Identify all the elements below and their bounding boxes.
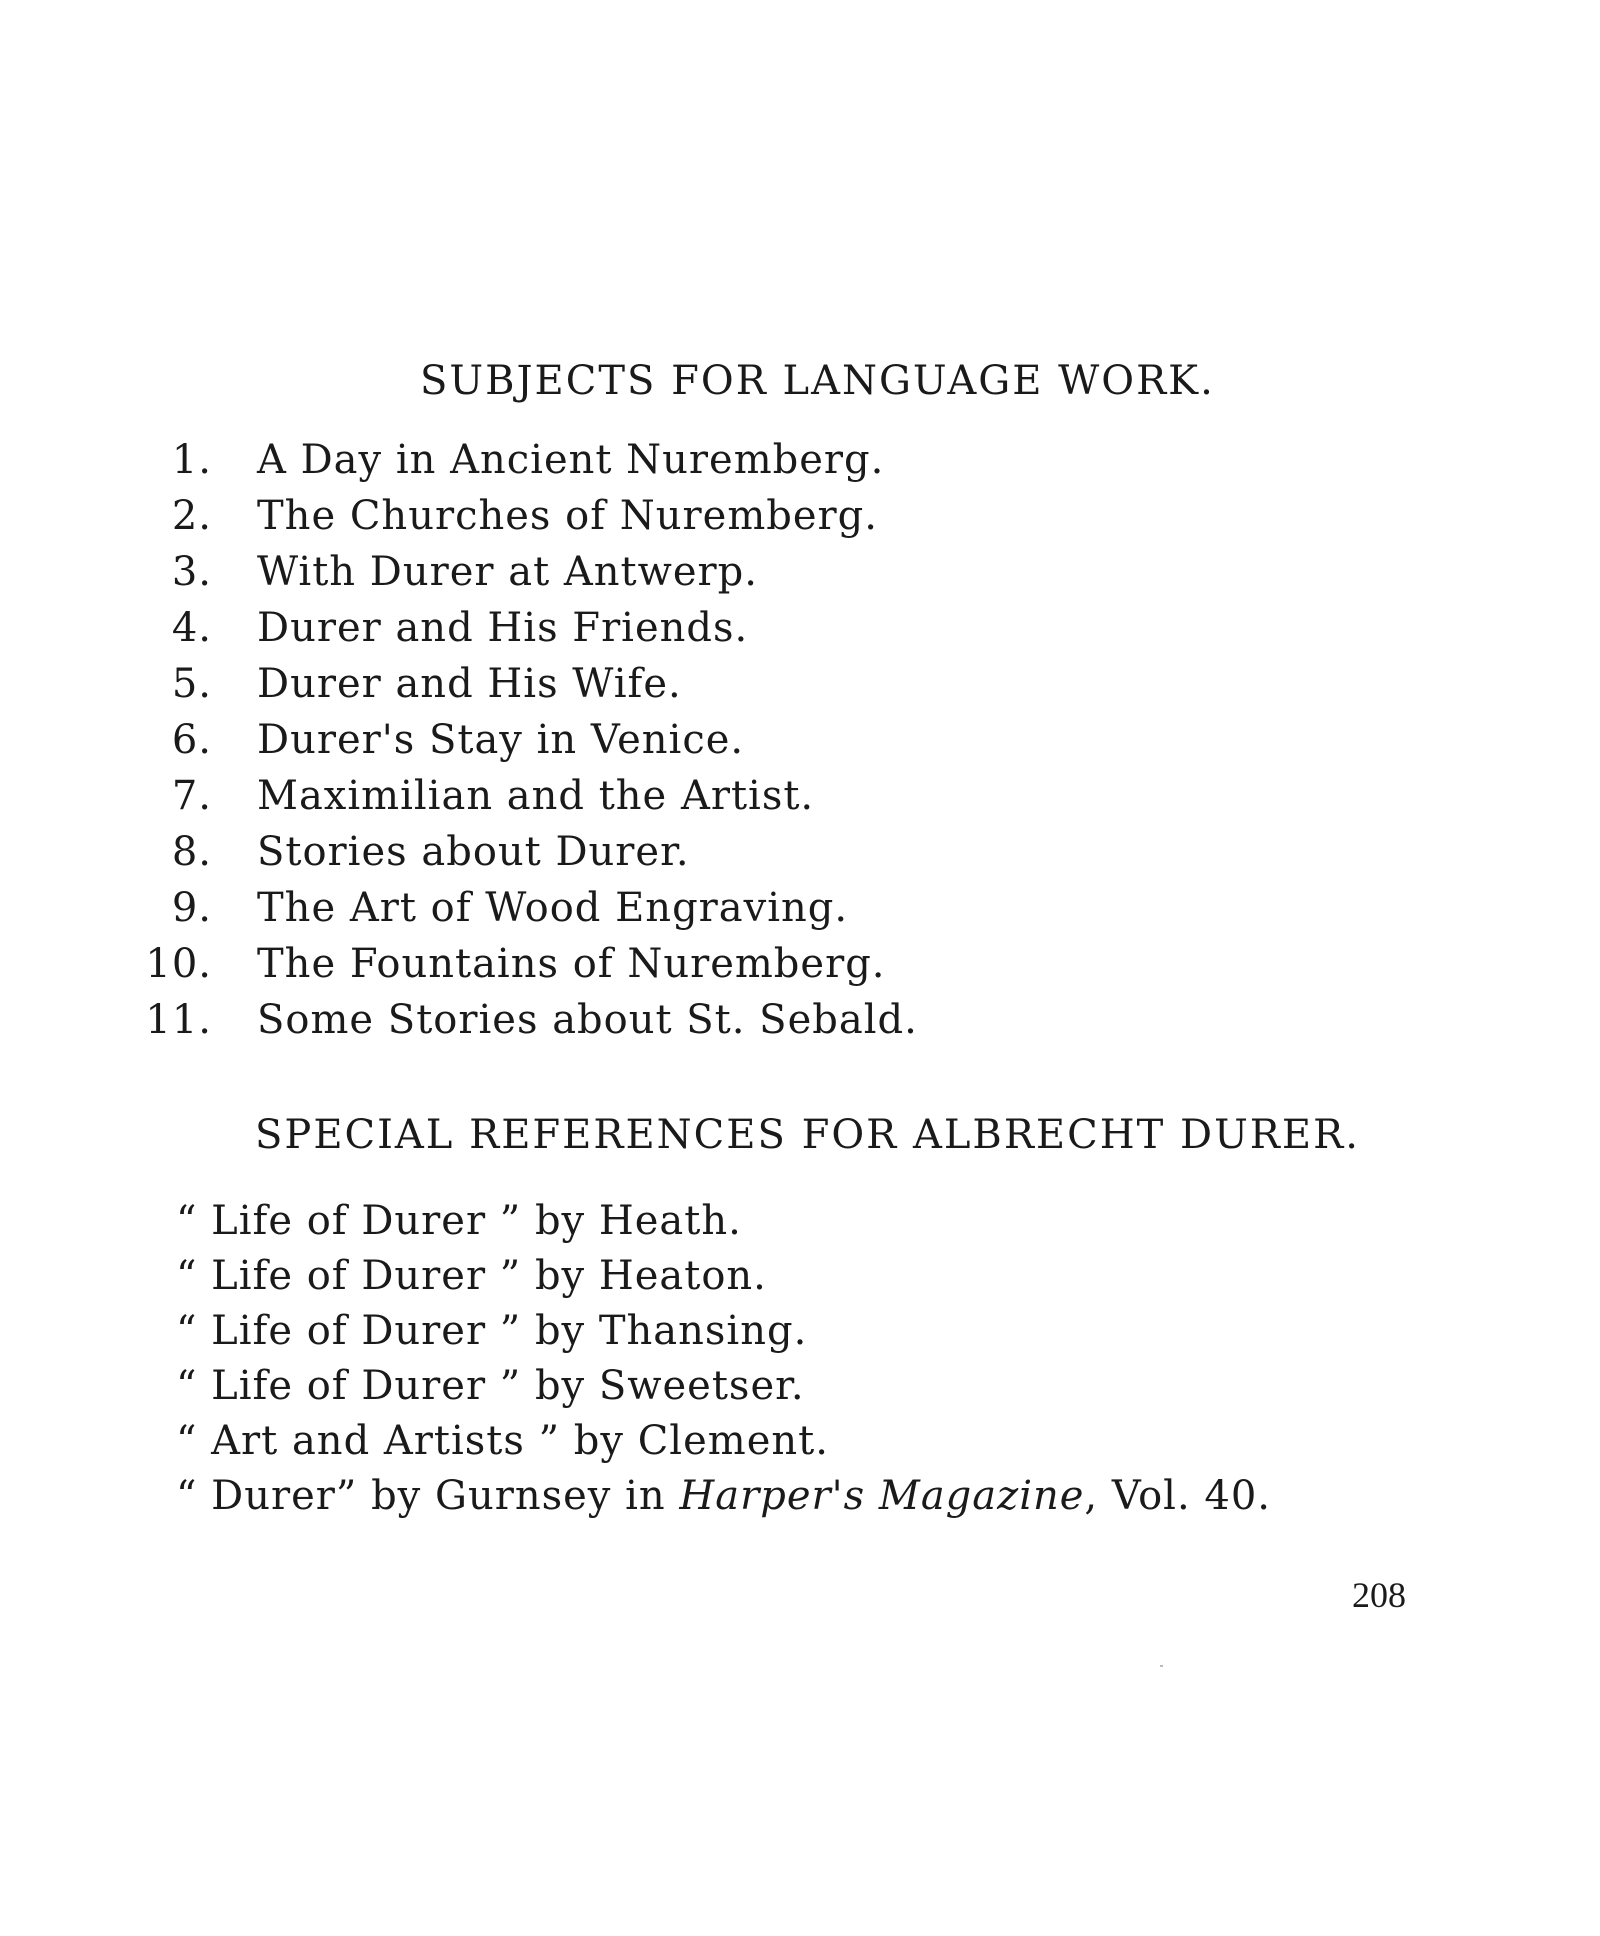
item-title: The Fountains of Nuremberg. [257, 941, 886, 987]
item-title: A Day in Ancient Nuremberg. [257, 437, 885, 483]
reference-item: “ Life of Durer ” by Thansing. [176, 1308, 808, 1354]
list-item [120, 992, 918, 1048]
reference-item: “ Art and Artists ” by Clement. [176, 1418, 829, 1464]
item-number: 7. [171, 773, 212, 819]
item-number: 4. [171, 605, 212, 651]
item-title: Durer and His Wife. [257, 661, 682, 707]
list-item [120, 880, 918, 936]
item-number: 9. [171, 885, 212, 931]
item-number: 11. [145, 997, 212, 1043]
ink-speck [1160, 1665, 1163, 1667]
page-number: 208 [1352, 1575, 1406, 1615]
references-list [176, 1194, 1271, 1524]
item-number: 6. [171, 717, 212, 763]
subjects-heading: SUBJECTS FOR LANGUAGE WORK. [420, 358, 1215, 404]
list-item [120, 936, 918, 992]
item-number: 2. [171, 493, 212, 539]
item-number: 3. [171, 549, 212, 595]
list-item [120, 488, 918, 544]
item-title: Some Stories about St. Sebald. [257, 997, 918, 1043]
item-number: 8. [171, 829, 212, 875]
item-number: 5. [171, 661, 212, 707]
reference-item [176, 1469, 1271, 1524]
reference-text: “ Durer” by Gurnsey in [176, 1473, 680, 1519]
list-item [120, 432, 918, 488]
item-title: Durer and His Friends. [257, 605, 749, 651]
reference-item: “ Life of Durer ” by Sweetser. [176, 1363, 805, 1409]
item-title: The Art of Wood Engraving. [257, 885, 849, 931]
list-item [120, 712, 918, 768]
reference-item: “ Life of Durer ” by Heaton. [176, 1253, 767, 1299]
reference-text: , Vol. 40. [1084, 1473, 1271, 1519]
reference-item: “ Life of Durer ” by Heath. [176, 1198, 742, 1244]
list-item [120, 544, 918, 600]
item-number: 1. [171, 437, 212, 483]
item-title: Maximilian and the Artist. [257, 773, 815, 819]
list-item [120, 824, 918, 880]
item-number: 10. [145, 941, 212, 987]
list-item [120, 600, 918, 656]
list-item [120, 656, 918, 712]
list-item [120, 768, 918, 824]
item-title: Stories about Durer. [257, 829, 690, 875]
magazine-title: Harper's Magazine [679, 1473, 1085, 1519]
item-title: The Churches of Nuremberg. [257, 493, 878, 539]
item-title: With Durer at Antwerp. [257, 549, 758, 595]
subject-list [120, 432, 918, 1048]
references-heading: SPECIAL REFERENCES FOR ALBRECHT DURER. [255, 1112, 1360, 1158]
item-title: Durer's Stay in Venice. [257, 717, 745, 763]
